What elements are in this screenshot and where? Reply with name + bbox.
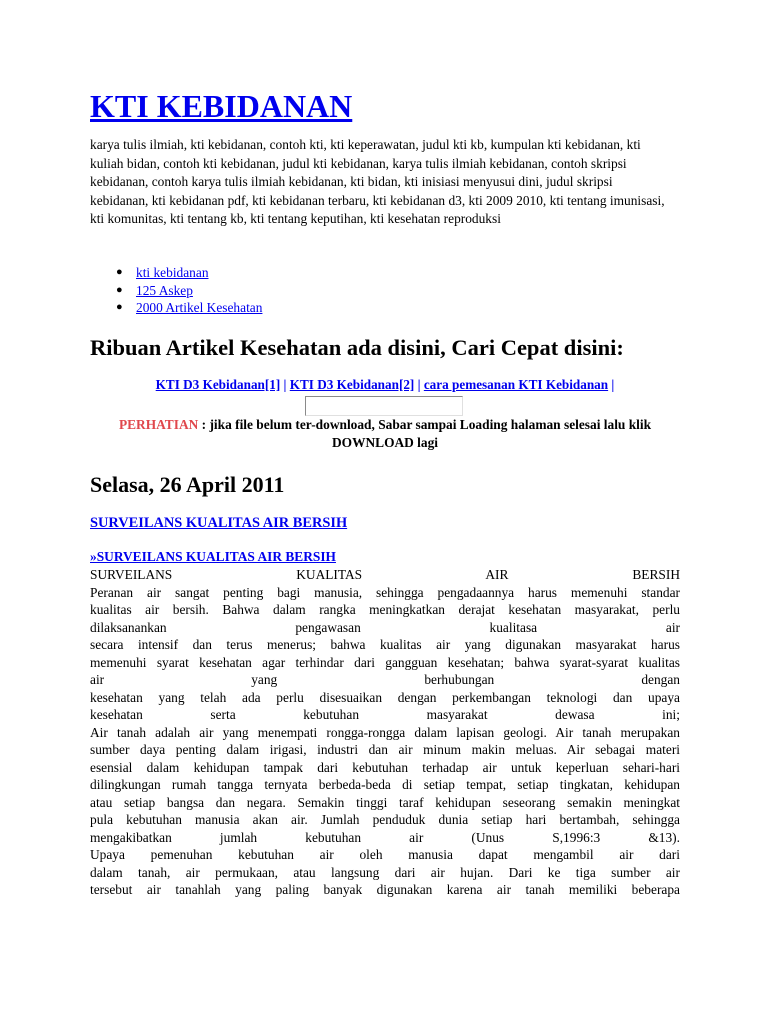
body-line: kualitas air bersih. Bahwa dalam rangka meningkatkan derajat kesehatan masyarakat, perlu	[90, 602, 680, 617]
body-line: Peranan air sangat penting bagi manusia, sehingga pengadaannya harus memenuhi standar	[90, 584, 680, 600]
kti-links-bar	[90, 376, 680, 394]
list-item	[90, 299, 262, 317]
list-item	[90, 282, 262, 300]
bullet-icon: ●	[116, 266, 123, 278]
body-line: pula kebutuhan manusia akan air. Jumlah penduduk dunia setiap hari bertambah, sehingga	[90, 812, 680, 827]
nav-link-list	[90, 264, 262, 317]
body-line: tersebut air tanahlah yang paling banyak digunakan karena air tanah memiliki beberapa	[90, 882, 680, 897]
body-line: dalam tanah, air permukaan, atau langsung dari air hujan. Dari ke tiga sumber air	[90, 864, 680, 880]
post-date: Selasa, 26 April 2011	[90, 472, 285, 497]
link-separator: |	[417, 377, 421, 392]
body-line: Air tanah adalah air yang menempati rongga-rongga dalam lapisan geologi. Air tanah merupakan	[90, 724, 680, 740]
keywords-paragraph: karya tulis ilmiah, kti kebidanan, contoh kti, kti keperawatan, judul kti kb, kumpulan kti kebidanan, kti kuliah bidan, contoh kti kebidanan, judul kti kebidanan, karya tulis ilmiah kebidanan, contoh skripsi kebidanan, contoh karya tulis ilmiah kebidanan, kti bidan, kti inisiasi menyusui dini, judul skripsi kebidanan, kti kebidanan pdf, kti kebidanan terbaru, kti kebidanan d3, kti 2009 2010, kti tentang imunisasi, kti komunitas, kti tentang kb, kti tentang keputihan, kti kesehatan reproduksi	[90, 137, 665, 227]
bullet-icon: ●	[116, 301, 123, 313]
bullet-icon: ●	[116, 283, 123, 296]
warning-label: PERHATIAN	[118, 417, 199, 432]
body-line: kesehatan yang telah ada perlu disesuaikan dengan perkembangan teknologi dan upaya	[90, 689, 680, 705]
post-subtitle-link[interactable]: »SURVEILANS KUALITAS AIR BERSIH	[90, 549, 336, 564]
site-title-link[interactable]: KTI KEBIDANAN	[90, 88, 353, 124]
body-line: secara intensif dan terus menerus; bahwa kualitas air yang digunakan masyarakat harus	[90, 637, 680, 652]
link-2000-artikel[interactable]: 2000 Artikel Kesehatan	[136, 300, 263, 315]
body-line: dilingkungan rumah tangga ternyata berbeda-beda di setiap tempat, setiap tingkatan, kehidupan	[90, 777, 680, 792]
section-heading: Ribuan Artikel Kesehatan ada disini, Cari Cepat disini:	[90, 335, 624, 360]
link-separator: |	[611, 377, 615, 392]
download-notice	[90, 416, 680, 452]
body-line: air yang berhubungan dengan	[90, 672, 680, 687]
body-line: Upaya pemenuhan kebutuhan air oleh manusia dapat mengambil air dari	[90, 847, 680, 862]
body-line: atau setiap bangsa dan negara. Semakin tinggi taraf kehidupan seseorang semakin meningkat	[90, 794, 680, 810]
post-title-link[interactable]: SURVEILANS KUALITAS AIR BERSIH	[90, 515, 348, 531]
list-item	[90, 264, 262, 282]
link-kti-d3-1[interactable]: KTI D3 Kebidanan[1]	[155, 377, 281, 392]
body-line: SURVEILANS KUALITAS AIR BERSIH	[90, 567, 680, 582]
link-cara-pemesanan[interactable]: cara pemesanan KTI Kebidanan	[423, 377, 609, 392]
body-line: esensial dalam kehidupan tampak dari kebutuhan terhadap air untuk keperluan sehari-hari	[90, 759, 680, 775]
search-input[interactable]	[305, 396, 463, 416]
body-line: mengakibatkan jumlah kebutuhan air (Unus S,1996:3 &13).	[90, 829, 680, 845]
link-kti-d3-2[interactable]: KTI D3 Kebidanan[2]	[289, 377, 415, 392]
link-separator: |	[283, 377, 287, 392]
body-line: memenuhi syarat kesehatan agar terhindar dari gangguan kesehatan; bahwa syarat-syarat kualitas	[90, 654, 680, 670]
body-line: kesehatan serta kebutuhan masyarakat dewasa ini;	[90, 707, 680, 722]
body-line: dilaksanankan pengawasan kualitasa air	[90, 619, 680, 635]
post-body	[90, 566, 680, 899]
link-125-askep[interactable]: 125 Askep	[136, 282, 193, 298]
body-line: sumber daya penting dalam irigasi, industri dan air minum makin meluas. Air sebagai materi	[90, 742, 680, 757]
notice-text: : jika file belum ter-download, Sabar sampai Loading halaman selesai lalu klik DOWNLOAD lagi	[198, 417, 652, 450]
link-kti-kebidanan[interactable]: kti kebidanan	[136, 265, 209, 280]
